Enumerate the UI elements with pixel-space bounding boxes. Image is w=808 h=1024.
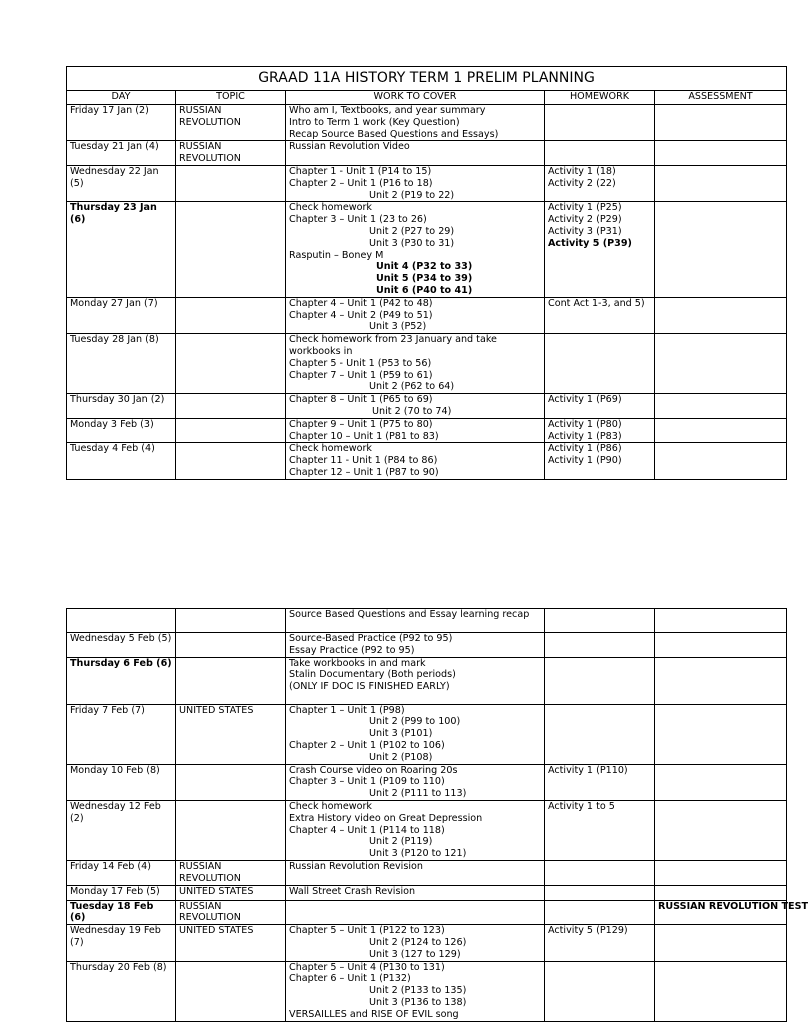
work-cell bbox=[286, 165, 545, 201]
assessment-cell bbox=[655, 900, 808, 925]
homework-line: Activity 5 (P39) bbox=[548, 237, 632, 249]
homework-cell bbox=[545, 165, 655, 201]
work-line: Stalin Documentary (Both periods) bbox=[289, 669, 456, 681]
work-cell bbox=[286, 764, 545, 800]
assessment-cell bbox=[655, 418, 787, 443]
homework-line: Activity 1 (P69) bbox=[548, 394, 622, 406]
work-line: Unit 4 (P32 to 33) bbox=[376, 261, 473, 273]
work-line: (ONLY IF DOC IS FINISHED EARLY) bbox=[289, 681, 450, 693]
homework-cell bbox=[545, 900, 655, 925]
work-cell bbox=[286, 418, 545, 443]
assessment-cell bbox=[655, 297, 787, 333]
work-cell bbox=[286, 657, 545, 704]
table-row bbox=[67, 885, 787, 900]
table-row bbox=[67, 141, 787, 166]
work-cell bbox=[286, 925, 545, 961]
work-line: Source-Based Practice (P92 to 95) bbox=[289, 633, 453, 644]
homework-line: Activity 1 (18) bbox=[548, 165, 616, 177]
table-row bbox=[67, 443, 787, 479]
assessment-cell bbox=[655, 885, 787, 900]
homework-line: Activity 5 (P129) bbox=[548, 925, 628, 937]
day-cell: Thursday 23 Jan (6) bbox=[67, 202, 176, 297]
planning-table-2 bbox=[66, 608, 808, 1022]
work-line: Intro to Term 1 work (Key Question) bbox=[289, 116, 460, 128]
day-cell: Wednesday 5 Feb (5) bbox=[67, 633, 176, 658]
assessment-cell bbox=[655, 165, 787, 201]
work-cell bbox=[286, 633, 545, 658]
work-line: Unit 2 (P111 to 113) bbox=[369, 788, 467, 800]
table-row bbox=[67, 925, 787, 961]
header-assessment: ASSESSMENT bbox=[655, 91, 787, 105]
header-topic: TOPIC bbox=[176, 91, 286, 105]
topic-cell: RUSSIAN REVOLUTION bbox=[176, 860, 286, 885]
work-line: Chapter 12 – Unit 1 (P87 to 90) bbox=[289, 466, 439, 478]
assessment-cell bbox=[655, 961, 787, 1021]
work-line: Unit 2 (P108) bbox=[369, 751, 433, 763]
work-line: Unit 2 (P19 to 22) bbox=[369, 189, 455, 201]
work-line: Rasputin – Boney M bbox=[289, 249, 384, 261]
homework-line: Activity 1 (P110) bbox=[548, 764, 628, 776]
work-line: Check homework bbox=[289, 202, 372, 214]
day-cell: Monday 17 Feb (5) bbox=[67, 885, 176, 900]
assessment-cell bbox=[655, 800, 787, 860]
work-line: Essay Practice (P92 to 95) bbox=[289, 644, 415, 656]
day-cell: Friday 14 Feb (4) bbox=[67, 860, 176, 885]
work-line: Russian Revolution Revision bbox=[289, 860, 423, 872]
header-homework: HOMEWORK bbox=[545, 91, 655, 105]
work-line: Unit 3 (P136 to 138) bbox=[369, 996, 467, 1008]
table-row bbox=[67, 961, 787, 1021]
homework-cell bbox=[545, 657, 655, 704]
assessment-cell bbox=[655, 202, 787, 297]
work-line: Chapter 5 – Unit 1 (P122 to 123) bbox=[289, 925, 445, 937]
table-row bbox=[67, 657, 787, 704]
day-cell bbox=[67, 609, 176, 633]
table-row bbox=[67, 633, 787, 658]
day-cell: Wednesday 12 Feb (2) bbox=[67, 800, 176, 860]
header-day: DAY bbox=[67, 91, 176, 105]
work-cell bbox=[286, 334, 545, 394]
work-line: Chapter 5 – Unit 4 (P130 to 131) bbox=[289, 961, 445, 973]
work-cell bbox=[286, 202, 545, 297]
work-cell bbox=[286, 443, 545, 479]
table-row bbox=[67, 860, 787, 885]
table-row bbox=[67, 334, 787, 394]
header-work: WORK TO COVER bbox=[286, 91, 545, 105]
assessment-cell bbox=[655, 657, 787, 704]
assessment-cell bbox=[655, 633, 787, 658]
day-cell: Tuesday 4 Feb (4) bbox=[67, 443, 176, 479]
work-line: Chapter 4 – Unit 2 (P49 to 51) bbox=[289, 309, 433, 321]
topic-cell bbox=[176, 165, 286, 201]
work-line: Recap Source Based Questions and Essays) bbox=[289, 128, 499, 140]
homework-line: Activity 1 (P90) bbox=[548, 455, 622, 467]
work-line: Who am I, Textbooks, and year summary bbox=[289, 105, 486, 116]
work-line: Unit 3 (P30 to 31) bbox=[369, 237, 455, 249]
topic-cell bbox=[176, 334, 286, 394]
assessment-text: RUSSIAN REVOLUTION TEST bbox=[658, 900, 808, 912]
work-cell bbox=[286, 105, 545, 141]
work-line: Unit 2 (P119) bbox=[369, 836, 433, 848]
page-title: GRAAD 11A HISTORY TERM 1 PRELIM PLANNING bbox=[67, 67, 787, 91]
work-line: Chapter 1 - Unit 1 (P14 to 15) bbox=[289, 165, 432, 177]
assessment-cell bbox=[655, 704, 787, 764]
assessment-cell bbox=[655, 925, 787, 961]
topic-cell: RUSSIAN REVOLUTION bbox=[176, 105, 286, 141]
topic-cell bbox=[176, 202, 286, 297]
work-line: Unit 2 (P99 to 100) bbox=[369, 716, 461, 728]
table-row bbox=[67, 165, 787, 201]
assessment-cell bbox=[655, 141, 787, 166]
homework-cell bbox=[545, 885, 655, 900]
assessment-cell bbox=[655, 443, 787, 479]
homework-line: Activity 1 (P83) bbox=[548, 430, 622, 442]
topic-cell: RUSSIAN REVOLUTION bbox=[176, 900, 286, 925]
table-row bbox=[67, 418, 787, 443]
topic-cell bbox=[176, 418, 286, 443]
day-cell: Friday 17 Jan (2) bbox=[67, 105, 176, 141]
homework-cell bbox=[545, 202, 655, 297]
work-line: Chapter 5 - Unit 1 (P53 to 56) bbox=[289, 357, 432, 369]
homework-cell bbox=[545, 394, 655, 419]
work-line: Chapter 2 – Unit 1 (P16 to 18) bbox=[289, 177, 433, 189]
day-cell: Tuesday 18 Feb (6) bbox=[67, 900, 176, 925]
work-cell bbox=[286, 394, 545, 419]
day-cell: Thursday 20 Feb (8) bbox=[67, 961, 176, 1021]
table-row bbox=[67, 800, 787, 860]
work-line: Take workbooks in and mark bbox=[289, 657, 426, 669]
homework-line: Activity 2 (22) bbox=[548, 177, 616, 189]
assessment-cell bbox=[655, 609, 787, 633]
work-line: Chapter 11 - Unit 1 (P84 to 86) bbox=[289, 455, 438, 467]
work-line: Chapter 3 – Unit 1 (23 to 26) bbox=[289, 214, 427, 226]
day-cell: Monday 3 Feb (3) bbox=[67, 418, 176, 443]
assessment-cell bbox=[655, 394, 787, 419]
work-line: Unit 2 (P133 to 135) bbox=[369, 985, 467, 997]
topic-cell: UNITED STATES bbox=[176, 885, 286, 900]
topic-cell bbox=[176, 297, 286, 333]
table-row bbox=[67, 394, 787, 419]
work-line: Unit 2 (P124 to 126) bbox=[369, 936, 467, 948]
day-cell: Monday 10 Feb (8) bbox=[67, 764, 176, 800]
homework-cell bbox=[545, 633, 655, 658]
homework-line: Activity 1 to 5 bbox=[548, 800, 615, 812]
work-line: Unit 2 (70 to 74) bbox=[372, 405, 452, 417]
homework-cell bbox=[545, 141, 655, 166]
table-row bbox=[67, 704, 787, 764]
homework-cell bbox=[545, 800, 655, 860]
homework-line: Activity 2 (P29) bbox=[548, 214, 622, 226]
homework-cell bbox=[545, 105, 655, 141]
work-cell bbox=[286, 900, 545, 925]
homework-cell bbox=[545, 443, 655, 479]
work-line: Unit 3 (P101) bbox=[369, 728, 433, 740]
work-cell bbox=[286, 961, 545, 1021]
work-line: Chapter 3 – Unit 1 (P109 to 110) bbox=[289, 776, 445, 788]
work-line: Unit 6 (P40 to 41) bbox=[376, 284, 473, 296]
day-cell: Monday 27 Jan (7) bbox=[67, 297, 176, 333]
work-line: Unit 3 (127 to 129) bbox=[369, 948, 461, 960]
homework-line: Activity 1 (P80) bbox=[548, 418, 622, 430]
homework-line: Activity 1 (P25) bbox=[548, 202, 622, 214]
work-line: Chapter 9 – Unit 1 (P75 to 80) bbox=[289, 418, 433, 430]
work-line: Crash Course video on Roaring 20s bbox=[289, 764, 458, 776]
assessment-cell bbox=[655, 105, 787, 141]
homework-line: Activity 1 (P86) bbox=[548, 443, 622, 455]
work-line: Unit 3 (P52) bbox=[369, 321, 427, 333]
work-cell bbox=[286, 297, 545, 333]
topic-cell: UNITED STATES bbox=[176, 925, 286, 961]
work-cell bbox=[286, 860, 545, 885]
work-line: Chapter 2 – Unit 1 (P102 to 106) bbox=[289, 739, 445, 751]
homework-cell bbox=[545, 925, 655, 961]
work-line: Check homework bbox=[289, 443, 372, 455]
work-line: Chapter 7 – Unit 1 (P59 to 61) bbox=[289, 369, 433, 381]
work-line: Check homework from 23 January and take workbooks in bbox=[289, 334, 497, 357]
day-cell: Friday 7 Feb (7) bbox=[67, 704, 176, 764]
homework-cell bbox=[545, 609, 655, 633]
day-cell: Wednesday 22 Jan (5) bbox=[67, 165, 176, 201]
work-line: Russian Revolution Video bbox=[289, 141, 410, 153]
work-cell bbox=[286, 704, 545, 764]
assessment-cell bbox=[655, 764, 787, 800]
day-cell: Tuesday 28 Jan (8) bbox=[67, 334, 176, 394]
table-row bbox=[67, 297, 787, 333]
homework-line: Cont Act 1-3, and 5) bbox=[548, 297, 645, 309]
day-cell: Thursday 30 Jan (2) bbox=[67, 394, 176, 419]
homework-cell bbox=[545, 334, 655, 394]
homework-cell bbox=[545, 704, 655, 764]
work-line: Unit 2 (P62 to 64) bbox=[369, 381, 455, 393]
day-cell: Tuesday 21 Jan (4) bbox=[67, 141, 176, 166]
table-row bbox=[67, 764, 787, 800]
topic-cell bbox=[176, 800, 286, 860]
work-line: Chapter 8 – Unit 1 (P65 to 69) bbox=[289, 394, 433, 406]
work-cell bbox=[286, 885, 545, 900]
work-line: Chapter 4 – Unit 1 (P114 to 118) bbox=[289, 824, 445, 836]
work-line: Chapter 1 – Unit 1 (P98) bbox=[289, 704, 405, 716]
work-cell bbox=[286, 609, 545, 633]
table-row bbox=[67, 202, 787, 297]
work-line: Source Based Questions and Essay learning recap bbox=[289, 609, 530, 620]
topic-cell bbox=[176, 394, 286, 419]
work-line: VERSAILLES and RISE OF EVIL song bbox=[289, 1008, 459, 1020]
work-line: Extra History video on Great Depression bbox=[289, 812, 483, 824]
homework-line: Activity 3 (P31) bbox=[548, 225, 622, 237]
day-cell: Thursday 6 Feb (6) bbox=[67, 657, 176, 704]
work-line: Check homework bbox=[289, 800, 372, 812]
homework-cell bbox=[545, 297, 655, 333]
topic-cell: RUSSIAN REVOLUTION bbox=[176, 141, 286, 166]
topic-cell bbox=[176, 609, 286, 633]
table-row bbox=[67, 105, 787, 141]
topic-cell bbox=[176, 443, 286, 479]
work-line: Unit 3 (P120 to 121) bbox=[369, 848, 467, 860]
work-line: Chapter 10 – Unit 1 (P81 to 83) bbox=[289, 430, 439, 442]
table-row bbox=[67, 609, 787, 633]
work-line: Unit 5 (P34 to 39) bbox=[376, 273, 473, 285]
table-row bbox=[67, 900, 787, 925]
homework-cell bbox=[545, 418, 655, 443]
work-cell bbox=[286, 800, 545, 860]
work-line: Wall Street Crash Revision bbox=[289, 885, 416, 897]
assessment-cell bbox=[655, 334, 787, 394]
work-cell bbox=[286, 141, 545, 166]
work-line: Chapter 4 – Unit 1 (P42 to 48) bbox=[289, 297, 433, 309]
homework-cell bbox=[545, 764, 655, 800]
day-cell: Wednesday 19 Feb (7) bbox=[67, 925, 176, 961]
planning-table-1 bbox=[66, 66, 787, 480]
homework-cell bbox=[545, 961, 655, 1021]
topic-cell bbox=[176, 657, 286, 704]
topic-cell bbox=[176, 633, 286, 658]
work-line: Unit 2 (P27 to 29) bbox=[369, 225, 455, 237]
topic-cell: UNITED STATES bbox=[176, 704, 286, 764]
topic-cell bbox=[176, 764, 286, 800]
work-line: Chapter 6 – Unit 1 (P132) bbox=[289, 973, 411, 985]
topic-cell bbox=[176, 961, 286, 1021]
homework-cell bbox=[545, 860, 655, 885]
assessment-cell bbox=[655, 860, 787, 885]
